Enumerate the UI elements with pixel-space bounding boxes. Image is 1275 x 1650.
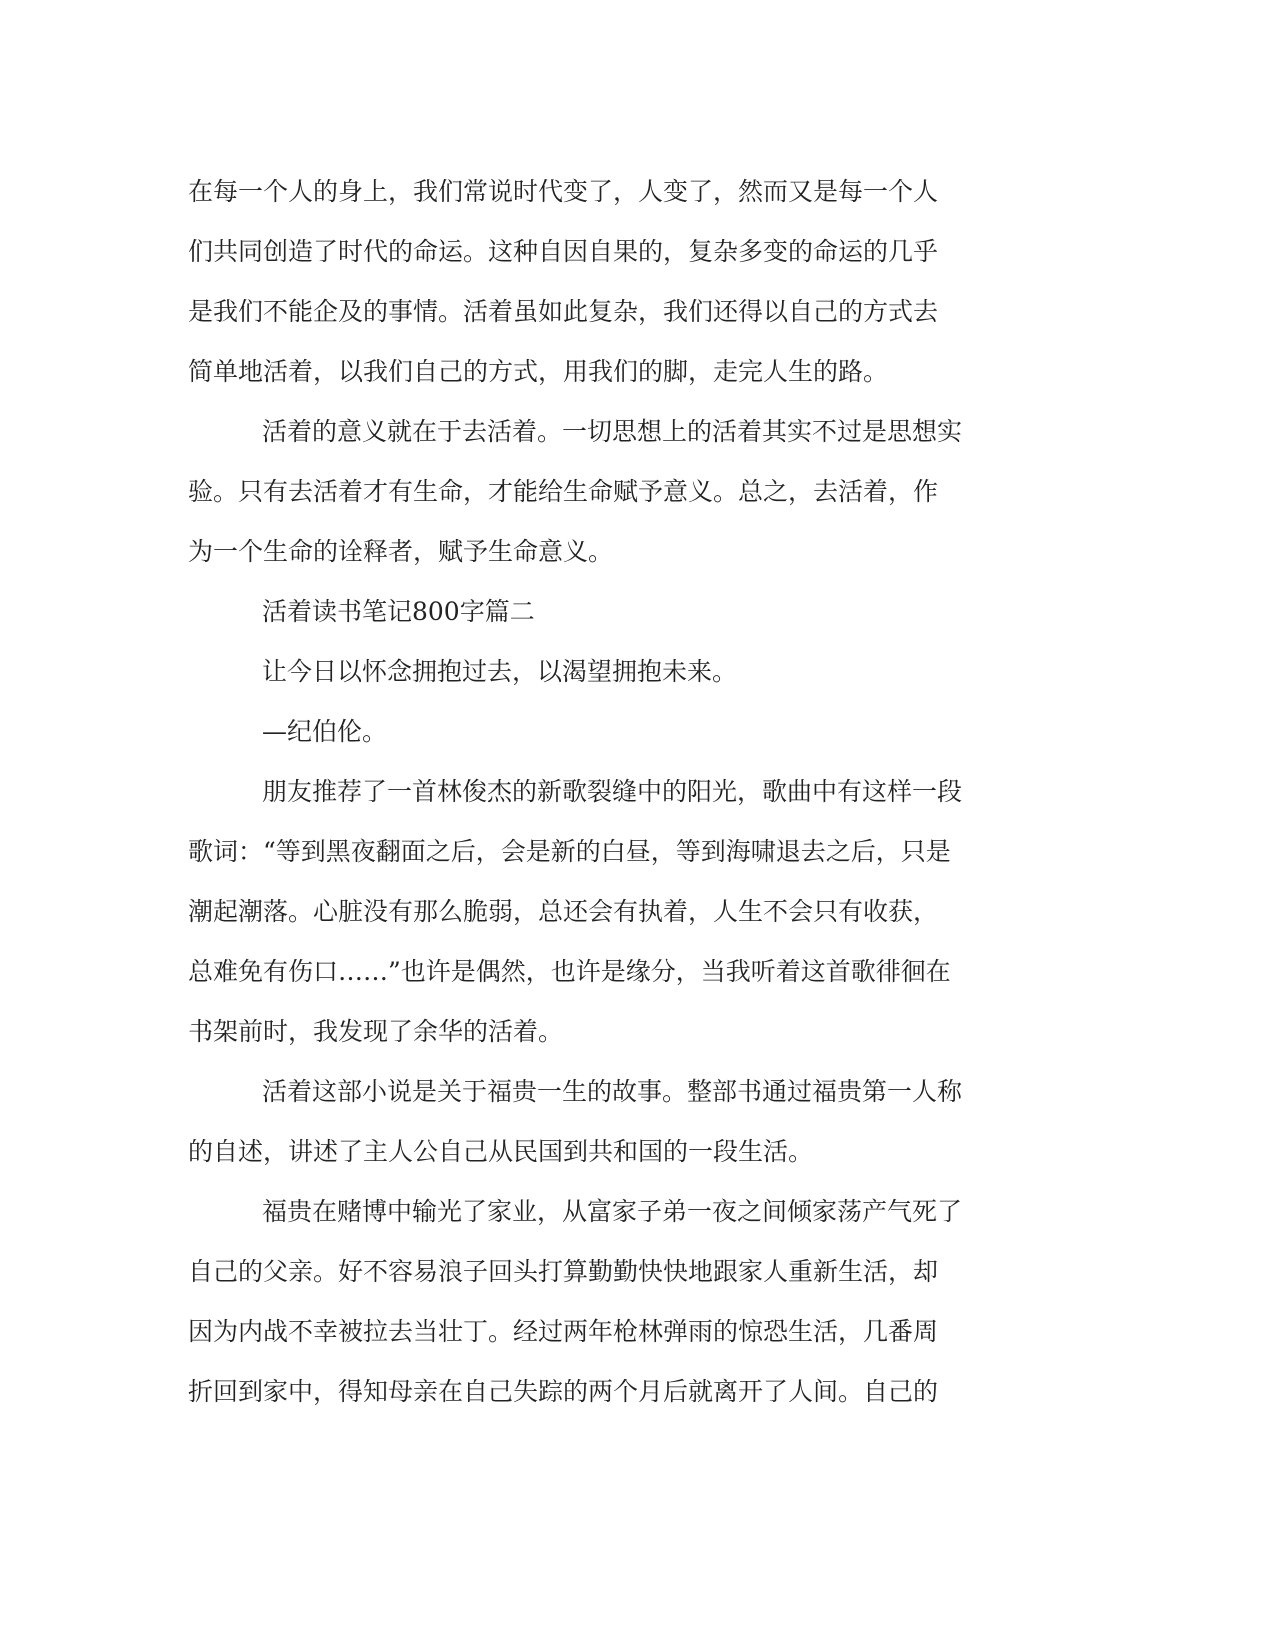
text-line: 的自述，讲述了主人公自己从民国到共和国的一段生活。 <box>188 1137 814 1166</box>
text-line: 朋友推荐了一首林俊杰的新歌裂缝中的阳光，歌曲中有这样一段 <box>262 777 963 806</box>
text-line: 活着这部小说是关于福贵一生的故事。整部书通过福贵第一人称 <box>262 1077 963 1106</box>
text-line: 在每一个人的身上，我们常说时代变了，人变了，然而又是每一个人 <box>188 177 939 206</box>
text-line: 自己的父亲。好不容易浪子回头打算勤勤快快地跟家人重新生活，却 <box>188 1257 939 1286</box>
text-line: 因为内战不幸被拉去当壮丁。经过两年枪林弹雨的惊恐生活，几番周 <box>188 1317 939 1346</box>
quote-attribution: —纪伯伦。 <box>262 717 388 746</box>
text-line: 简单地活着，以我们自己的方式，用我们的脚，走完人生的路。 <box>188 357 889 386</box>
text-line: 歌词：“等到黑夜翻面之后，会是新的白昼，等到海啸退去之后，只是 <box>188 837 951 866</box>
text-line: 书架前时，我发现了余华的活着。 <box>188 1017 564 1046</box>
text-line: 活着的意义就在于去活着。一切思想上的活着其实不过是思想实 <box>262 417 963 446</box>
text-line: 们共同创造了时代的命运。这种自因自果的，复杂多变的命运的几乎 <box>188 237 939 266</box>
text-line: 潮起潮落。心脏没有那么脆弱，总还会有执着，人生不会只有收获， <box>188 897 939 926</box>
document-body <box>188 162 1088 1422</box>
text-line: 折回到家中，得知母亲在自己失踪的两个月后就离开了人间。自己的 <box>188 1377 939 1406</box>
text-line: 总难免有伤口……”也许是偶然，也许是缘分，当我听着这首歌徘徊在 <box>188 957 951 986</box>
text-line: 为一个生命的诠释者，赋予生命意义。 <box>188 537 614 566</box>
section-heading: 活着读书笔记800字篇二 <box>262 597 535 626</box>
text-line: 验。只有去活着才有生命，才能给生命赋予意义。总之，去活着，作 <box>188 477 939 506</box>
text-line: 是我们不能企及的事情。活着虽如此复杂，我们还得以自己的方式去 <box>188 297 939 326</box>
quote-line: 让今日以怀念拥抱过去，以渴望拥抱未来。 <box>262 657 738 686</box>
text-line: 福贵在赌博中输光了家业，从富家子弟一夜之间倾家荡产气死了 <box>262 1197 963 1226</box>
